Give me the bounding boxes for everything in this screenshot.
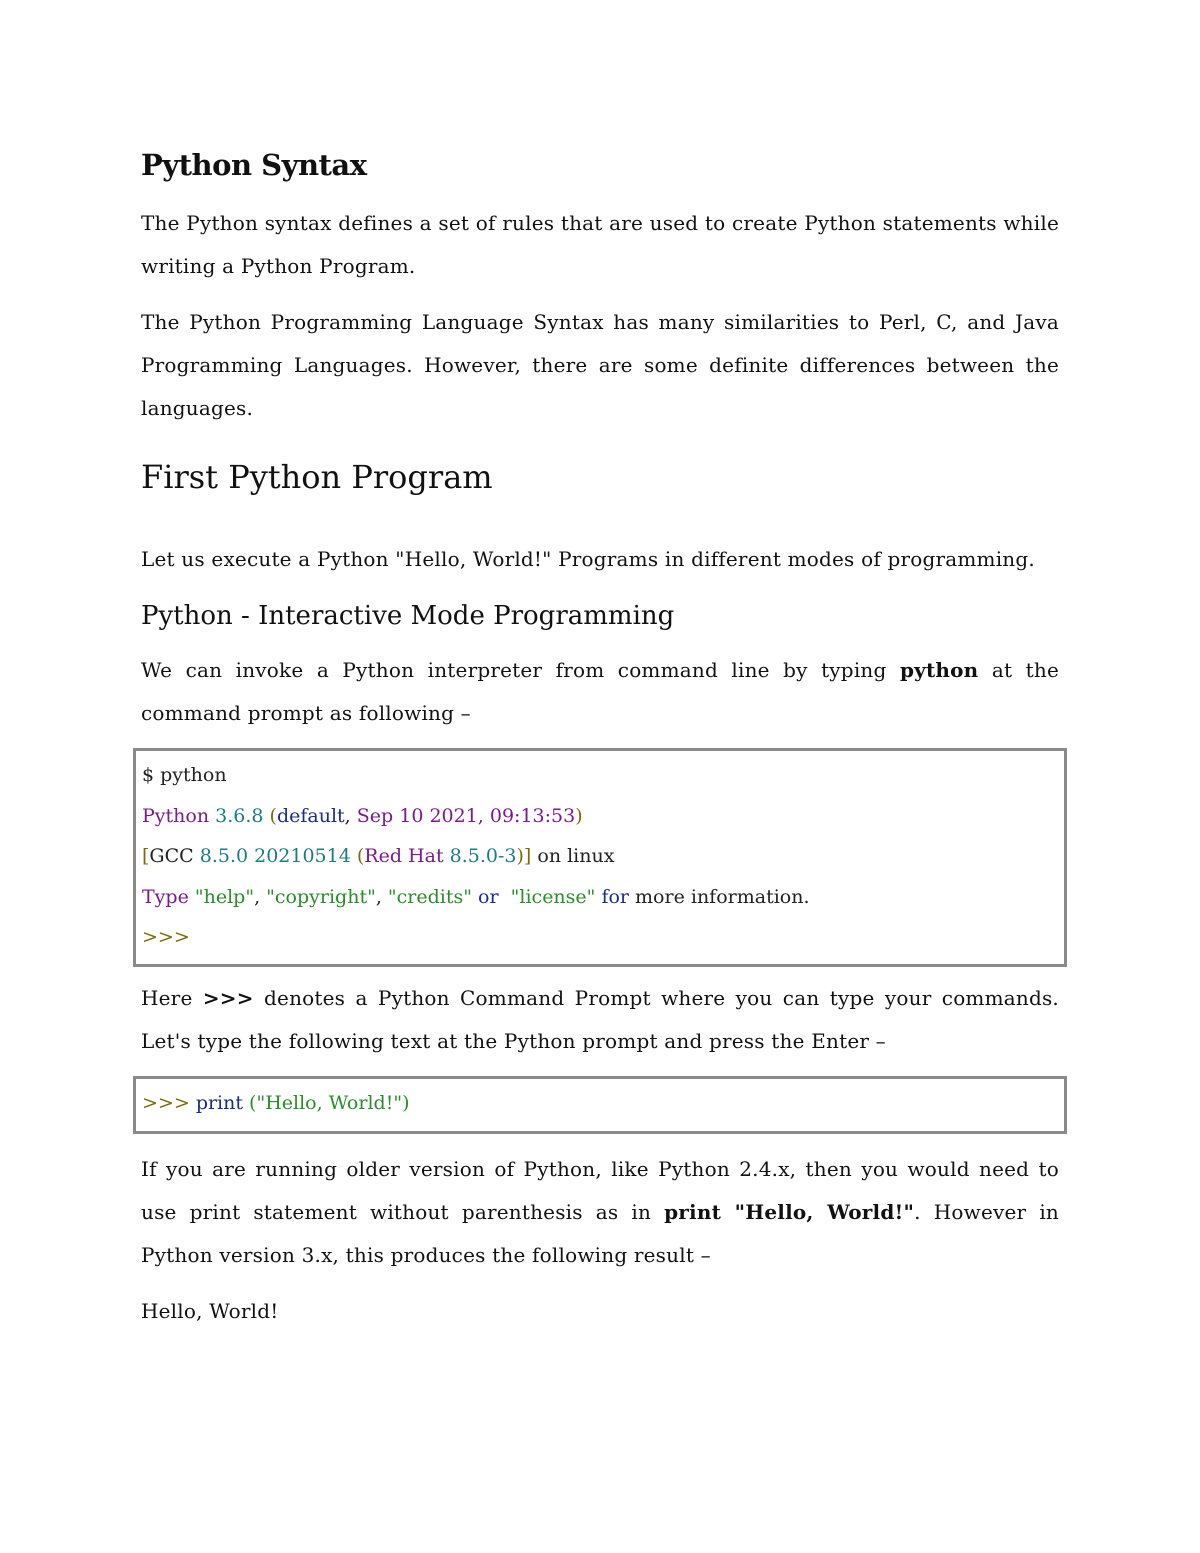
prompt-explanation-paragraph [141, 977, 1059, 1063]
intro-paragraph-2: The Python Programming Language Syntax has many similarities to Perl, C, and Java Programming Languages. However, there are some definite differences between the languages. [141, 310, 1059, 420]
older-text-after: . However in Python version 3.x, this produces the following result – [141, 1200, 1059, 1267]
code-token: on linux [531, 845, 615, 867]
older-version-paragraph [141, 1148, 1059, 1277]
code-token: Sep 10 2021, 09:13:53 [356, 804, 576, 827]
code-line-print [142, 1083, 1058, 1124]
code-token: or [472, 885, 505, 908]
code-token: 3.6.8 [215, 804, 264, 827]
print-statement-bold: print "Hello, World!" [664, 1200, 915, 1224]
code-token: 8.5.0-3 [449, 845, 517, 867]
subsection-text-after: at the command prompt as following – [141, 658, 1059, 725]
code-line-1: $ python [142, 764, 227, 786]
code-token: ( [356, 845, 365, 867]
prompt-symbol-bold: >>> [202, 985, 254, 1010]
prompt-text-after: denotes a Python Command Prompt where you can type your commands. Let's type the following text at the Python prompt and press the Enter – [141, 985, 1059, 1053]
code-token: "credits" [387, 885, 472, 908]
code-token: ] [523, 845, 532, 867]
code-token: Type [142, 885, 189, 908]
code-token: "copyright" [266, 885, 376, 908]
code-token: "license" [510, 885, 596, 908]
code-line-5: >>> [142, 926, 190, 948]
code-token: GCC [149, 845, 194, 867]
older-text-before: If you are running older version of Python, like Python 2.4.x, then you would need to use print statement without parenthesis as in [141, 1157, 1059, 1224]
code-line-2 [142, 796, 1058, 837]
subsection-paragraph [141, 649, 1059, 735]
code-token: Red Hat [364, 845, 444, 867]
code-token: , [254, 885, 267, 908]
code-token: default [276, 804, 345, 827]
code-token: ) [575, 804, 583, 827]
code-token: , [344, 804, 351, 827]
code-token: for [595, 885, 629, 908]
code-block-print [133, 1076, 1067, 1135]
code-token: , [375, 885, 388, 908]
code-token: "help" [194, 885, 255, 908]
code-token: ("Hello, World!") [243, 1091, 410, 1114]
code-block-interpreter [133, 748, 1067, 967]
python-command-bold: python [899, 658, 979, 682]
page-title: Python Syntax [141, 148, 367, 182]
intro-paragraph-1: The Python syntax defines a set of rules that are used to create Python statements while writing a Python Program. [141, 211, 1059, 278]
code-token: Python [142, 804, 210, 827]
code-token: [ [142, 845, 150, 867]
code-line-3 [142, 836, 1058, 877]
section-paragraph: Let us execute a Python "Hello, World!" Programs in different modes of programming. [141, 547, 1035, 571]
code-token: 8.5.0 20210514 [199, 845, 351, 867]
code-token: ( [269, 804, 277, 827]
result-output: Hello, World! [141, 1299, 279, 1323]
code-token: print [195, 1091, 244, 1114]
subsection-text-before: We can invoke a Python interpreter from command line by typing [141, 658, 900, 682]
document-content [141, 148, 1059, 1346]
subsection-heading: Python - Interactive Mode Programming [141, 601, 675, 631]
code-token: >>> [142, 1091, 196, 1114]
prompt-text-before: Here [141, 985, 203, 1010]
code-token: ) [516, 845, 524, 867]
code-token: more information. [629, 885, 810, 908]
section-heading: First Python Program [141, 458, 493, 496]
code-line-4 [142, 877, 1058, 918]
